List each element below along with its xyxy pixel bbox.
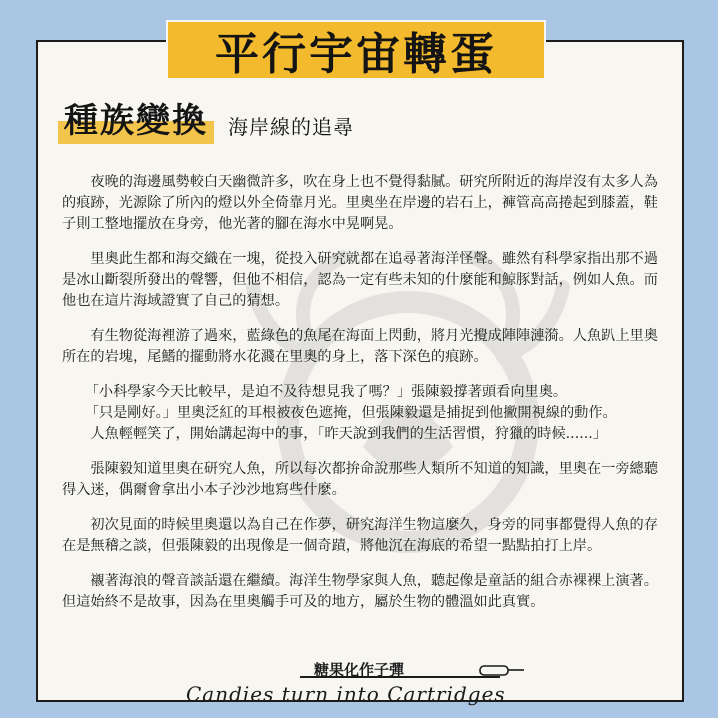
footer-signature: 糖果化作子彈	[314, 661, 405, 679]
subtitle-row	[58, 100, 354, 144]
paragraph: 人魚輕輕笑了，開始講起海中的事，「昨天說到我們的生活習慣，狩獵的時候......」	[90, 426, 607, 442]
paragraph: 初次見面的時候里奧還以為自己在作夢，研究海洋生物這麼久，身旁的同事都覺得人魚的存在是無稽之談，但張陳毅的出現像是一個奇蹟，將他沉在海底的希望一點點拍打上岸。	[62, 517, 658, 554]
dialogue-paragraph: 「只是剛好。」里奧泛紅的耳根被夜色遮掩，但張陳毅還是捕捉到他撇開視線的動作。	[84, 405, 617, 421]
footer-script-text: Candies turn into Cartridges	[186, 682, 506, 706]
title-banner	[168, 22, 544, 78]
paragraph: 張陳毅知道里奧在研究人魚，所以每次都拚命說那些人類所不知道的知識，里奧在一旁總聽得入迷，偶爾會拿出小本子沙沙地寫些什麼。	[62, 461, 658, 498]
page-title: 平行宇宙轉蛋	[215, 29, 497, 80]
paragraph: 有生物從海裡游了過來，藍綠色的魚尾在海面上閃動，將月光攪成陣陣漣漪。人魚趴上里奧所在的岩塊，尾鰭的擺動將水花濺在里奧的身上，落下深色的痕跡。	[62, 328, 658, 365]
section-subtitle: 海岸線的追尋	[228, 115, 354, 139]
story-body	[62, 172, 658, 627]
paragraph: 夜晚的海邊風勢較白天幽微許多，吹在身上也不覺得黏膩。研究所附近的海岸沒有太多人為的痕跡，光源除了所內的燈以外全倚靠月光。里奧坐在岸邊的岩石上，褲管高高捲起到膝蓋，鞋子則工整地擺放在身旁，他光著的腳在海水中晃啊晃。	[62, 174, 658, 232]
dialogue-paragraph: 「小科學家今天比較早，是迫不及待想見我了嗎？」張陳毅撐著頭看向里奧。	[84, 384, 568, 400]
section-title: 種族變換	[58, 93, 214, 144]
paragraph: 襯著海浪的聲音談話還在繼續。海洋生物學家與人魚，聽起像是童話的組合赤裸裸上演著。但這始終不是故事，因為在里奧觸手可及的地方，屬於生物的體溫如此真實。	[62, 573, 658, 610]
paragraph: 里奧此生都和海交織在一塊，從投入研究就都在追尋著海洋怪聲。雖然有科學家指出那不過是冰山斷裂所發出的聲響，但他不相信，認為一定有些未知的什麼能和鯨豚對話，例如人魚。而他也在這片海域證實了自己的猜想。	[62, 251, 658, 309]
footer-signature-logo	[300, 660, 530, 682]
